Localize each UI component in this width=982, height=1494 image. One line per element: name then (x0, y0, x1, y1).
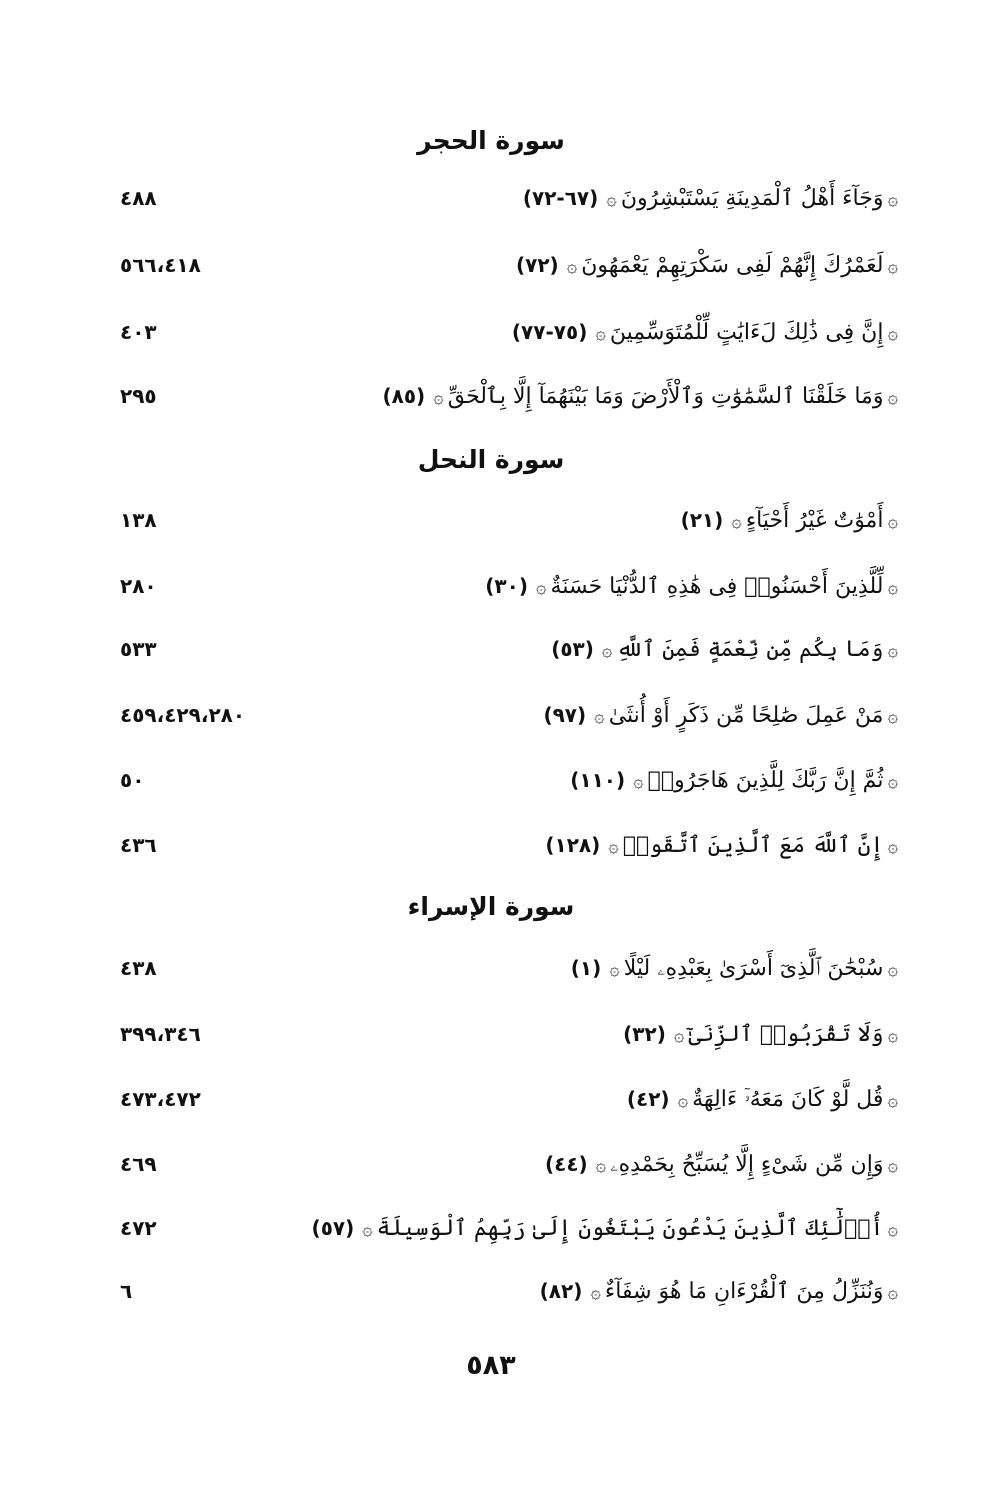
ornament-icon: ۞ (887, 1282, 898, 1303)
ornament-icon: ۞ (887, 1090, 898, 1111)
page-references: ٣٩٩،٣٤٦ (120, 1022, 201, 1046)
ornament-icon: ۞ (887, 1155, 898, 1176)
ornament-icon: ۞ (633, 771, 644, 792)
ornament-icon: ۞ (887, 640, 898, 661)
verse-reference: (٧٥-٧٧) (511, 320, 588, 344)
verse-text (545, 1142, 902, 1188)
verse-reference: (١١٠) (570, 768, 626, 792)
verse-arabic: سُبْحَٰنَ ٱلَّذِىٓ أَسْرَىٰ بِعَبْدِهِۦ لَيْلًا (623, 956, 884, 981)
verse-arabic: أُو۟لَٰٓئِكَ ٱلَّذِينَ يَدْعُونَ يَبْتَغُونَ إِلَىٰ رَبِّهِمُ ٱلْوَسِيلَةَ (376, 1216, 884, 1241)
list-item (0, 374, 982, 418)
ornament-icon: ۞ (595, 1155, 607, 1176)
verse-reference: (٤٤) (544, 1152, 588, 1176)
verse-reference: (٤٢) (626, 1087, 670, 1111)
list-item (0, 176, 982, 220)
verse-text (516, 243, 902, 289)
verse-arabic: وَإِن مِّن شَىْءٍ إِلَّا يُسَبِّحُ بِحَمْدِهِۦ (610, 1152, 884, 1177)
ornament-icon: ۞ (594, 706, 605, 727)
verse-arabic: وَنُنَزِّلُ مِنَ ٱلْقُرْءَانِ مَا هُوَ شِفَآءٌ (604, 1279, 884, 1304)
page-references: ٢٨٠ (120, 574, 157, 598)
verse-reference: (١) (570, 956, 602, 980)
page-references: ٥٠ (120, 768, 145, 792)
verse-reference: (٨٢) (539, 1279, 583, 1303)
list-item (0, 1269, 982, 1313)
verse-arabic: لَعَمْرُكَ إِنَّهُمْ لَفِى سَكْرَتِهِمْ يَعْمَهُونَ (581, 253, 884, 278)
verse-arabic: مَنْ عَمِلَ صَٰلِحًا مِّن ذَكَرٍ أَوْ أُنثَىٰ (608, 703, 884, 728)
ornament-icon: ۞ (595, 323, 606, 344)
list-item (0, 564, 982, 608)
ornament-icon: ۞ (887, 836, 898, 857)
verse-text (627, 1077, 902, 1123)
list-item (0, 1077, 982, 1121)
verse-text (545, 823, 902, 869)
page-references: ٢٩٥ (120, 384, 157, 408)
verse-text (382, 374, 902, 420)
verse-arabic: لِّلَّذِينَ أَحْسَنُوا۟ فِى هَٰذِهِ ٱلدُّنْيَا حَسَنَةٌ (550, 574, 884, 599)
page-references: ١٣٨ (120, 508, 157, 532)
ornament-icon: ۞ (887, 256, 898, 277)
ornament-icon: ۞ (887, 706, 898, 727)
verse-text (623, 1012, 902, 1058)
verse-text (540, 1269, 902, 1315)
ornament-icon: ۞ (609, 959, 620, 980)
verse-arabic: إِنَّ ٱللَّهَ مَعَ ٱلَّذِينَ ٱتَّقَوا۟ (622, 833, 884, 858)
ornament-icon: ۞ (887, 511, 898, 532)
verse-arabic: وَمَا خَلَقْنَا ٱلسَّمَٰوَٰتِ وَٱلْأَرْضَ وَمَا بَيْنَهُمَآ إِلَّا بِٱلْحَقِّ (447, 384, 884, 409)
list-item (0, 243, 982, 287)
ornament-icon: ۞ (887, 959, 898, 980)
page-references: ٤٠٣ (120, 320, 157, 344)
list-item (0, 693, 982, 737)
verse-text (512, 310, 902, 356)
ornament-icon: ۞ (887, 771, 898, 792)
list-item (0, 498, 982, 542)
page-references: ٤٣٨ (120, 956, 157, 980)
list-item (0, 1206, 982, 1250)
ornament-icon: ۞ (601, 640, 613, 661)
verse-arabic: قُل لَّوْ كَانَ مَعَهُۥٓ ءَالِهَةٌ (692, 1087, 884, 1112)
ornament-icon: ۞ (887, 1219, 898, 1240)
ornament-icon: ۞ (887, 387, 898, 408)
ornament-icon: ۞ (731, 511, 742, 532)
list-item (0, 1142, 982, 1186)
page-references: ٤٣٦ (120, 833, 157, 857)
verse-arabic: ثُمَّ إِنَّ رَبَّكَ لِلَّذِينَ هَاجَرُوا۟ (647, 768, 884, 793)
verse-reference: (٥٣) (551, 637, 594, 661)
ornament-icon: ۞ (887, 1025, 898, 1046)
ornament-icon: ۞ (887, 577, 898, 598)
verse-text (312, 1206, 902, 1252)
verse-text (571, 946, 902, 992)
verse-reference: (٥٧) (311, 1216, 355, 1240)
ornament-icon: ۞ (433, 387, 444, 408)
ornament-icon: ۞ (673, 1025, 685, 1046)
list-item (0, 310, 982, 354)
page-references: ٤٧٢ (120, 1216, 157, 1240)
verse-arabic: وَمَا بِكُم مِّن نِّعْمَةٍ فَمِنَ ٱللَّهِ (616, 637, 884, 662)
surah-title-an-nahl: سورة النحل (417, 445, 565, 474)
ornament-icon: ۞ (566, 256, 578, 277)
verse-reference: (٦٧-٧٢) (522, 186, 599, 210)
page-references: ٤٨٨ (120, 186, 157, 210)
ornament-icon: ۞ (887, 189, 898, 210)
verse-reference: (٧٢) (515, 253, 559, 277)
verse-text (523, 176, 902, 222)
verse-arabic: وَلَا تَقْرَبُوا۟ ٱلزِّنَىٰٓ (688, 1022, 884, 1047)
ornament-icon: ۞ (677, 1090, 689, 1111)
verse-text (551, 627, 902, 673)
surah-title-al-isra: سورة الإسراء (407, 892, 575, 921)
list-item (0, 1012, 982, 1056)
page-references: ٤٦٩ (120, 1152, 157, 1176)
verse-reference: (٣٢) (623, 1022, 666, 1046)
verse-text (681, 498, 902, 544)
ornament-icon: ۞ (608, 836, 619, 857)
ornament-icon: ۞ (535, 577, 547, 598)
verse-reference: (٢١) (680, 508, 724, 532)
list-item (0, 823, 982, 867)
verse-text (570, 758, 902, 804)
list-item (0, 946, 982, 990)
verse-arabic: أَمْوَٰتٌ غَيْرُ أَحْيَآءٍ (745, 508, 884, 533)
verse-reference: (٩٧) (543, 703, 587, 727)
ornament-icon: ۞ (606, 189, 617, 210)
verse-text (485, 564, 902, 610)
verse-arabic: وَجَآءَ أَهْلُ ٱلْمَدِينَةِ يَسْتَبْشِرُونَ (620, 186, 884, 211)
ornament-icon: ۞ (590, 1282, 601, 1303)
verse-reference: (١٢٨) (545, 833, 601, 857)
ornament-icon: ۞ (887, 323, 898, 344)
list-item (0, 758, 982, 802)
verse-reference: (٨٥) (382, 384, 426, 408)
verse-text (543, 693, 902, 739)
page-number: ٥٨٣ (466, 1350, 516, 1381)
page-references: ٤٧٣،٤٧٢ (120, 1087, 201, 1111)
page-references: ٥٣٣ (120, 637, 157, 661)
page-references: ٦ (120, 1279, 133, 1303)
verse-reference: (٣٠) (485, 574, 528, 598)
page-references: ٥٦٦،٤١٨ (120, 253, 201, 277)
verse-arabic: إِنَّ فِى ذَٰلِكَ لَءَايَٰتٍ لِّلْمُتَوَسِّمِينَ (609, 320, 884, 345)
surah-title-al-hijr: سورة الحجر (417, 126, 565, 155)
page-references: ٤٥٩،٤٢٩،٢٨٠ (120, 703, 246, 727)
ornament-icon: ۞ (362, 1219, 373, 1240)
list-item (0, 627, 982, 671)
